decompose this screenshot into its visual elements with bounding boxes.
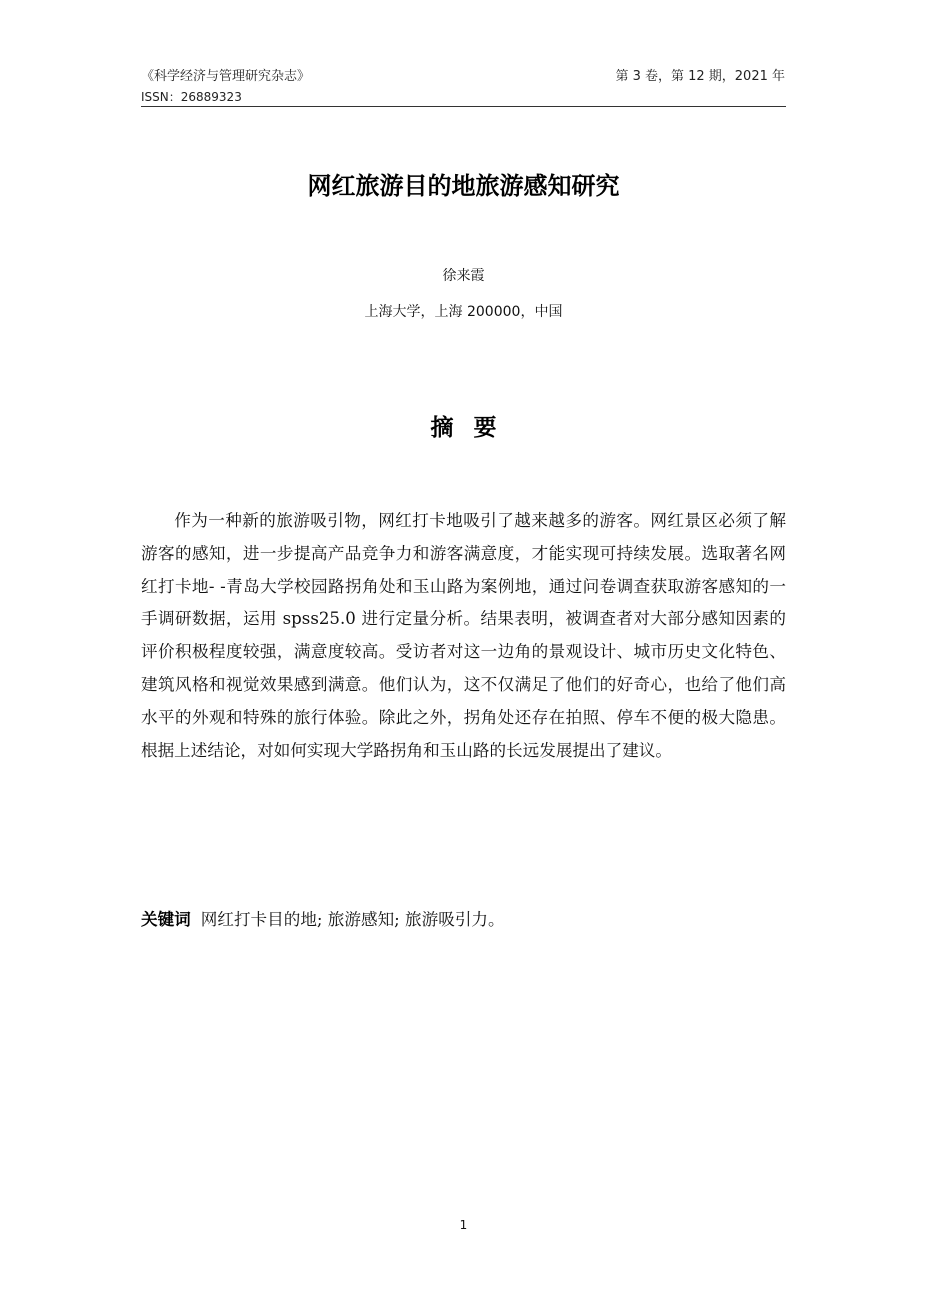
header-rule [141, 106, 786, 107]
abstract-heading: 摘要 [430, 415, 517, 441]
author-affiliation: 上海大学，上海 200000，中国 [364, 304, 563, 320]
issn: ISSN：26889323 [141, 90, 242, 104]
volume-issue: 第 3 卷，第 12 期，2021 年 [615, 69, 785, 84]
keywords-text: 网红打卡目的地; 旅游感知; 旅游吸引力。 [200, 910, 505, 929]
author-name: 徐来霞 [442, 268, 485, 284]
keywords-line [141, 906, 786, 934]
abstract-body: 作为一种新的旅游吸引物，网红打卡地吸引了越来越多的游客。网红景区必须了解游客的感知，进一步提高产品竞争力和游客满意度，才能实现可持续发展。选取著名网红打卡地- -青岛大学校园路拐角处和玉山路为案例地，通过问卷调查获取游客感知的一手调研数据，运用 spss25.0 进行定量分析。结果表明，被调查者对大部分感知因素的评价积极程度较强，满意度较高。受访者对这一边角的景观设计、城市历史文化特色、建筑风格和视觉效果感到满意。他们认为，这不仅满足了他们的好奇心，也给了他们高水平的外观和特殊的旅行体验。除此之外，拐角处还存在拍照、停车不便的极大隐患。根据上述结论，对如何实现大学路拐角和玉山路的长远发展提出了建议。 [141, 511, 786, 760]
journal-name: 《科学经济与管理研究杂志》 [141, 69, 311, 84]
paper-title: 网红旅游目的地旅游感知研究 [307, 172, 620, 200]
page-number: 1 [459, 1218, 468, 1232]
keywords-label: 关键词 [141, 910, 191, 929]
